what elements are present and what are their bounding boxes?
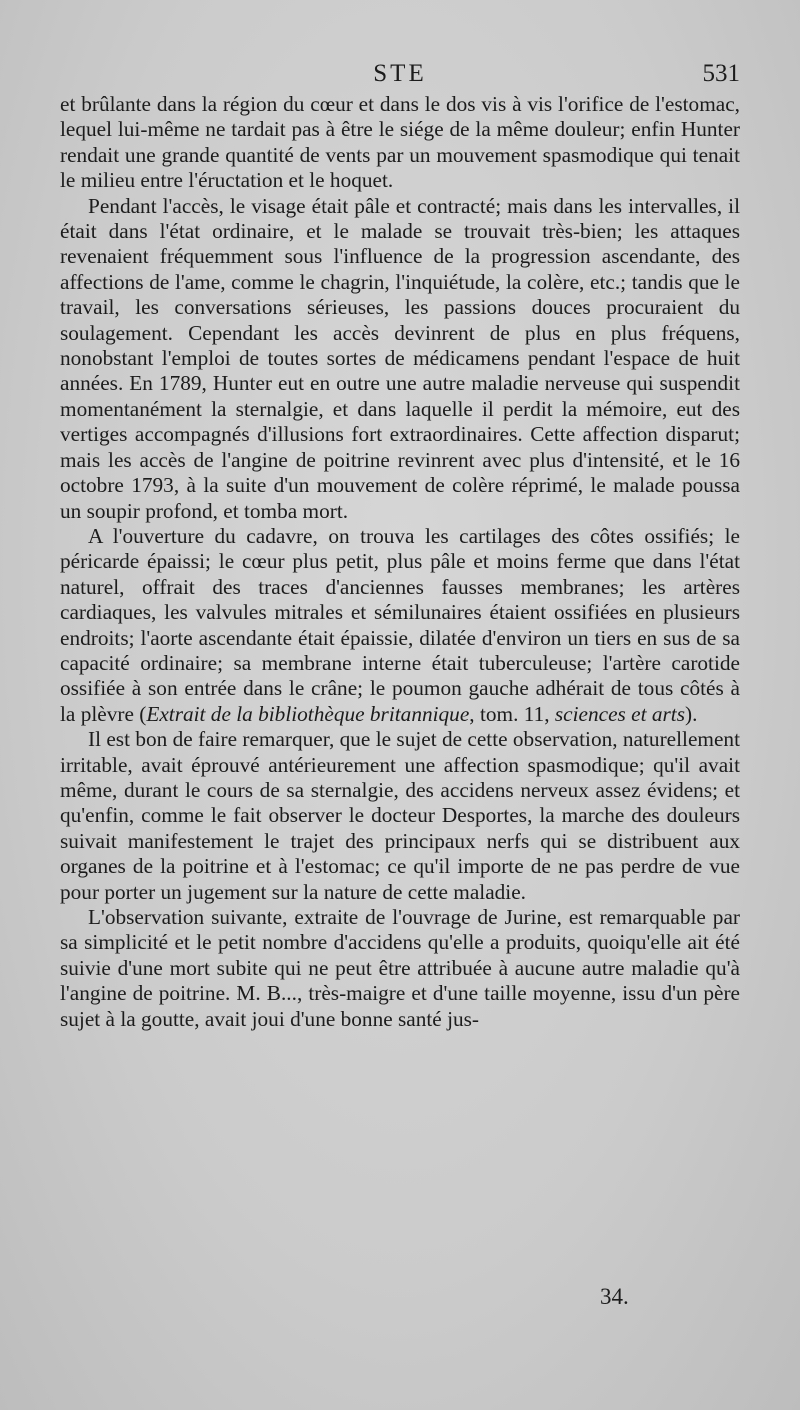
paragraph-3-text-middle: , tom. 11, <box>469 701 555 726</box>
paragraph-4: Il est bon de faire remarquer, que le sujet de cette observation, naturellement irritable, avait éprouvé antérieurement une affection spasmodique; qu'il avait même, durant le cours de sa sternalgie, des accidens nerveux assez évidens; et qu'enfin, comme le fait observer le docteur Desportes, la marche des douleurs suivait manifestement le trajet des principaux nerfs qui se distribuent aux organes de la poitrine et à l'estomac; ce qu'il importe de ne pas perdre de vue pour porter un jugement sur la nature de cette maladie. <box>60 727 740 904</box>
page-header <box>60 58 740 94</box>
paragraph-3-text-after: ). <box>685 701 698 726</box>
citation-title: Extrait de la bibliothèque britannique <box>146 701 470 726</box>
body-text <box>60 92 740 1032</box>
running-head: STE <box>373 60 427 87</box>
paragraph-1: et brûlante dans la région du cœur et dans le dos vis à vis l'orifice de l'estomac, lequel lui-même ne tardait pas à être le siége de la même douleur; enfin Hunter rendait une grande quantité de vents par un mouvement spasmodique qui tenait le milieu entre l'éructation et le hoquet. <box>60 92 740 193</box>
paragraph-3-text-before: A l'ouverture du cadavre, on trouva les cartilages des côtes ossifiés; le péricarde épaissi; le cœur plus petit, plus pâle et moins ferme que dans l'état naturel, offrait des traces d'anciennes fausses membranes; les artères cardiaques, les valvules mitrales et sémilunaires étaient ossifiées en plusieurs endroits; l'aorte ascendante était épaissie, dilatée d'environ un tiers en sus de sa capacité ordinaire; sa membrane interne était tuberculeuse; l'artère carotide ossifiée à son entrée dans le crâne; le poumon gauche adhérait de tous côtés à la plèvre ( <box>60 523 740 726</box>
signature-mark: 34. <box>600 1284 629 1309</box>
paragraph-2: Pendant l'accès, le visage était pâle et contracté; mais dans les intervalles, il était dans l'état ordinaire, et le malade se trouvait très-bien; les attaques revenaient fréquemment sous l'influence de la progression ascendante, des affections de l'ame, comme le chagrin, l'inquiétude, la colère, etc.; tandis que le travail, les conversations sérieuses, les passions douces procuraient du soulagement. Cependant les accès devinrent de plus en plus fréquens, nonobstant l'emploi de toutes sortes de médicamens pendant l'espace de huit années. En 1789, Hunter eut en outre une autre maladie nerveuse qui suspendit momentanément la sternalgie, et dans laquelle il perdit la mémoire, eut des vertiges accompagnés d'illusions fort extraordinaires. Cette affection disparut; mais les accès de l'angine de poitrine revinrent avec plus d'intensité, et le 16 octobre 1793, à la suite d'un mouvement de colère réprimé, le malade poussa un soupir profond, et tomba mort. <box>60 193 740 523</box>
page-number: 531 <box>702 60 740 87</box>
citation-section: sciences et arts <box>554 701 686 726</box>
paragraph-5: L'observation suivante, extraite de l'ouvrage de Jurine, est remarquable par sa simplicité et le petit nombre d'accidens qu'elle a produits, quoiqu'elle ait été suivie d'une mort subite qui ne peut être attribuée à aucune autre maladie qu'à l'angine de poitrine. M. B..., très-maigre et d'une taille moyenne, issu d'un père sujet à la goutte, avait joui d'une bonne santé jus- <box>60 905 740 1031</box>
paragraph-3 <box>60 524 740 727</box>
